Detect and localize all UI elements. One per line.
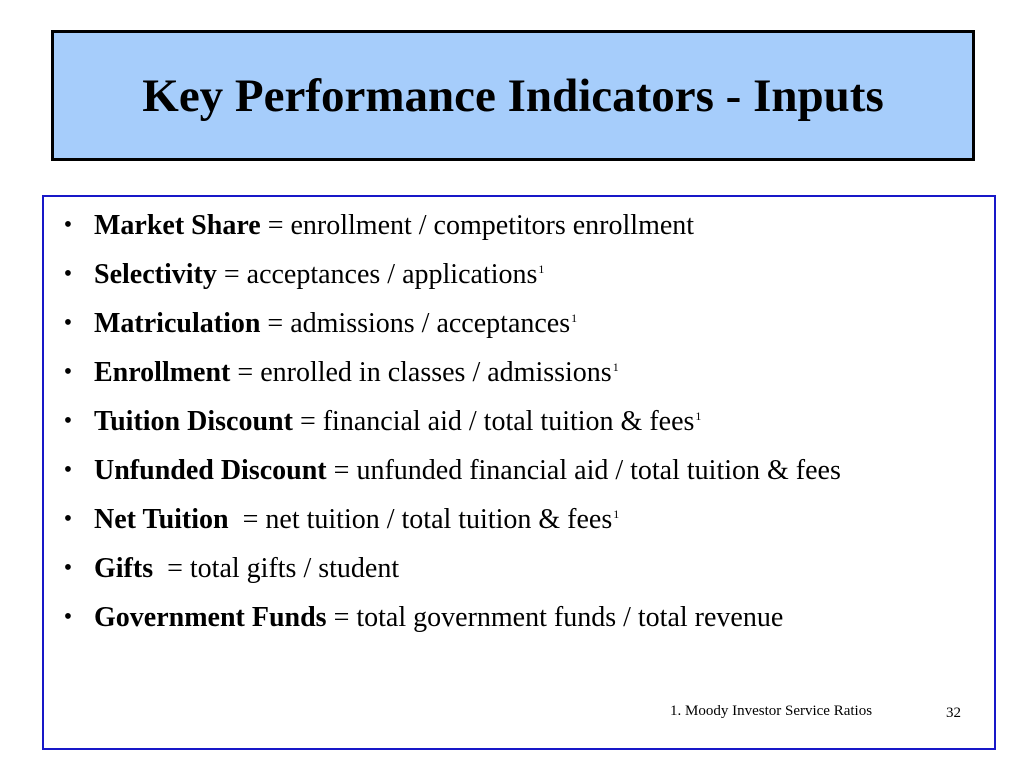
- bullet-icon: •: [63, 212, 73, 238]
- definition: unfunded financial aid / total tuition & fees: [356, 455, 841, 486]
- bullet-icon: •: [63, 604, 73, 630]
- list-item: [58, 499, 958, 540]
- definition: acceptances / applications: [246, 259, 538, 290]
- list-item: [58, 352, 958, 393]
- list-item: [58, 450, 958, 491]
- separator: =: [216, 259, 247, 290]
- definition: admissions / acceptances: [290, 308, 571, 339]
- term: Market Share: [94, 210, 261, 241]
- bullet-list: [58, 205, 958, 646]
- list-item: [58, 254, 958, 295]
- definition: net tuition / total tuition & fees: [265, 504, 613, 535]
- footnote-marker: 1: [538, 262, 545, 276]
- separator: =: [326, 455, 357, 486]
- footnote-marker: 1: [612, 360, 619, 374]
- term: Gifts: [94, 553, 154, 584]
- term: Unfunded Discount: [94, 455, 327, 486]
- bullet-icon: •: [63, 408, 73, 434]
- separator: =: [260, 210, 291, 241]
- footnote-marker: 1: [571, 311, 578, 325]
- content-box: [42, 195, 996, 750]
- definition: financial aid / total tuition & fees: [322, 406, 695, 437]
- term: Matriculation: [94, 308, 261, 339]
- term: Government Funds: [94, 602, 327, 633]
- definition: enrollment / competitors enrollment: [290, 210, 695, 241]
- bullet-icon: •: [63, 359, 73, 385]
- bullet-icon: •: [63, 261, 73, 287]
- footnote-marker: 1: [613, 507, 620, 521]
- separator: =: [260, 308, 291, 339]
- separator: =: [153, 553, 190, 584]
- slide-title: Key Performance Indicators - Inputs: [142, 69, 884, 122]
- definition: enrolled in classes / admissions: [260, 357, 612, 388]
- list-item: [58, 303, 958, 344]
- term: Selectivity: [94, 259, 217, 290]
- separator: =: [292, 406, 323, 437]
- footnote-text: 1. Moody Investor Service Ratios: [670, 703, 873, 719]
- page-number: 32: [946, 705, 961, 721]
- title-box: [51, 30, 975, 161]
- definition: total government funds / total revenue: [356, 602, 784, 633]
- bullet-icon: •: [63, 310, 73, 336]
- separator: =: [326, 602, 357, 633]
- list-item: [58, 548, 958, 589]
- definition: total gifts / student: [189, 553, 400, 584]
- term: Enrollment: [94, 357, 231, 388]
- bullet-icon: •: [63, 555, 73, 581]
- list-item: [58, 401, 958, 442]
- separator: =: [230, 357, 261, 388]
- term: Net Tuition: [94, 504, 229, 535]
- list-item: [58, 205, 958, 246]
- list-item: [58, 597, 958, 638]
- separator: =: [228, 504, 266, 535]
- bullet-icon: •: [63, 457, 73, 483]
- term: Tuition Discount: [94, 406, 293, 437]
- footnote-marker: 1: [695, 409, 702, 423]
- bullet-icon: •: [63, 506, 73, 532]
